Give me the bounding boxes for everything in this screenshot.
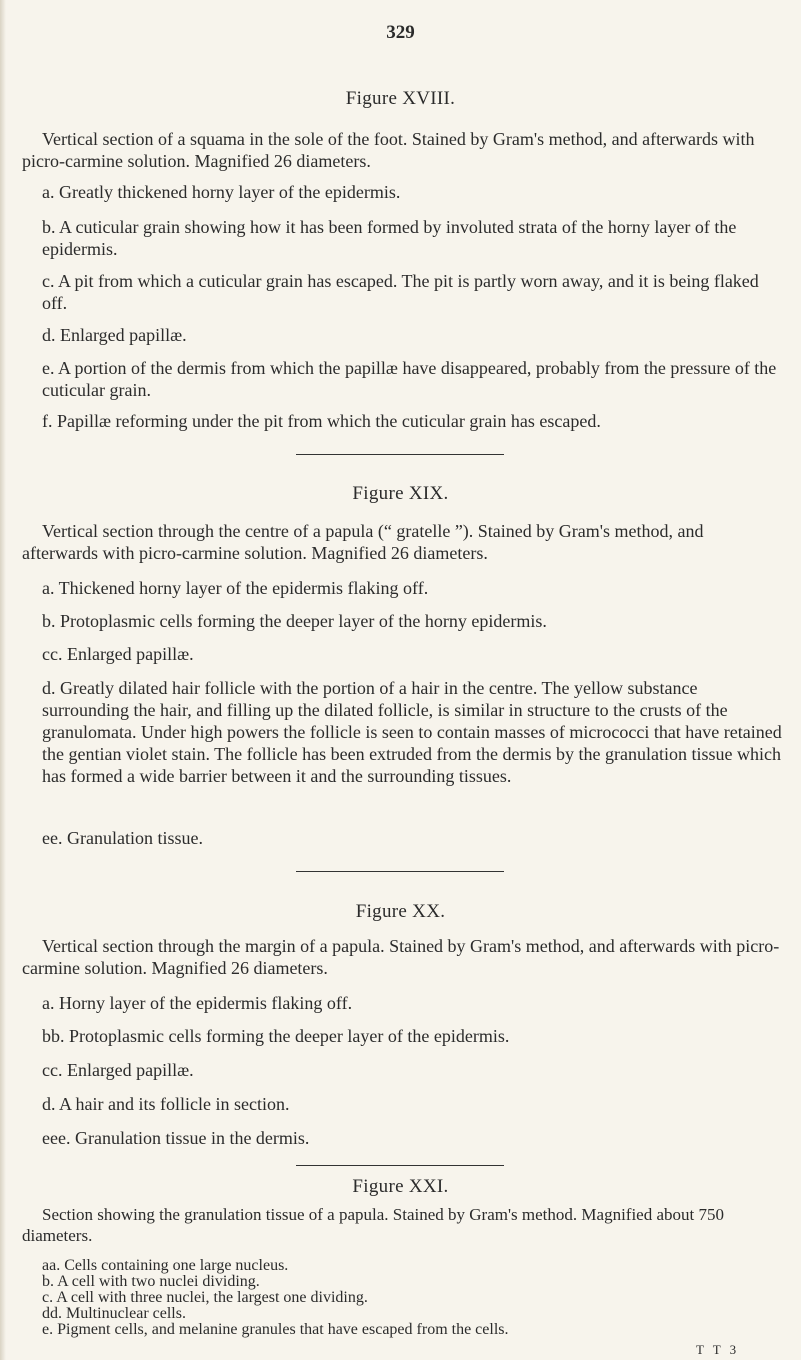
- section-divider: [296, 871, 504, 872]
- legend-item: cc. Enlarged papillæ.: [42, 1060, 194, 1080]
- page-number: 329: [386, 22, 415, 43]
- legend-item: d. Enlarged papillæ.: [42, 325, 187, 345]
- figure-description: Section showing the granulation tissue of a papula. Stained by Gram's method. Magnified about 750 diameters.: [22, 1205, 724, 1245]
- legend-item: b. A cell with two nuclei dividing.: [42, 1273, 260, 1290]
- legend-item: e. A portion of the dermis from which the papillæ have disappeared, probably from the pressure of the cuticular grain.: [42, 358, 777, 400]
- legend-item: bb. Protoplasmic cells forming the deeper layer of the epidermis.: [42, 1026, 510, 1046]
- figure-title: Figure XIX.: [352, 483, 449, 504]
- legend-item: aa. Cells containing one large nucleus.: [42, 1257, 289, 1274]
- legend-item: a. Thickened horny layer of the epidermis flaking off.: [42, 578, 429, 598]
- legend-item: b. Protoplasmic cells forming the deeper layer of the horny epidermis.: [42, 611, 547, 631]
- legend-item: dd. Multinuclear cells.: [42, 1305, 186, 1322]
- legend-item: eee. Granulation tissue in the dermis.: [42, 1128, 310, 1148]
- legend-item: d. A hair and its follicle in section.: [42, 1094, 290, 1114]
- figure-title: Figure XX.: [355, 901, 446, 922]
- figure-title: Figure XVIII.: [345, 88, 456, 109]
- legend-item: a. Horny layer of the epidermis flaking off.: [42, 993, 353, 1013]
- legend-item: c. A pit from which a cuticular grain has escaped. The pit is partly worn away, and it is being flaked off.: [42, 271, 759, 313]
- signature-mark: T T 3: [696, 1342, 740, 1357]
- legend-item: cc. Enlarged papillæ.: [42, 644, 194, 664]
- legend-item: f. Papillæ reforming under the pit from which the cuticular grain has escaped.: [42, 411, 601, 431]
- figure-description: Vertical section through the margin of a papula. Stained by Gram's method, and afterwards with picro-carmine solution. Magnified 26 diameters.: [22, 936, 780, 978]
- figure-title: Figure XXI.: [352, 1176, 449, 1197]
- legend-item: ee. Granulation tissue.: [42, 828, 203, 848]
- figure-description: Vertical section of a squama in the sole of the foot. Stained by Gram's method, and afterwards with picro-carmine solution. Magnified 26 diameters.: [22, 129, 755, 171]
- legend-item: b. A cuticular grain showing how it has been formed by involuted strata of the horny layer of the epidermis.: [42, 217, 737, 259]
- section-divider: [296, 454, 504, 455]
- legend-item: e. Pigment cells, and melanine granules that have escaped from the cells.: [42, 1321, 509, 1338]
- section-divider: [296, 1165, 504, 1166]
- page-edge-shadow: [0, 0, 6, 1360]
- legend-item: d. Greatly dilated hair follicle with the portion of a hair in the centre. The yellow substance surrounding the hair, and filling up the dilated follicle, is similar in structure to the crusts of the granulomata. Under high powers the follicle is seen to contain masses of micrococci that have retained the gentian violet stain. The follicle has been extruded from the dermis by the granulation tissue which has formed a wide barrier between it and the surrounding tissues.: [42, 678, 782, 786]
- figure-description: Vertical section through the centre of a papula (“ gratelle ”). Stained by Gram's method, and afterwards with picro-carmine solution. Magnified 26 diameters.: [22, 521, 704, 563]
- legend-item: a. Greatly thickened horny layer of the epidermis.: [42, 182, 401, 202]
- legend-item: c. A cell with three nuclei, the largest one dividing.: [42, 1289, 368, 1306]
